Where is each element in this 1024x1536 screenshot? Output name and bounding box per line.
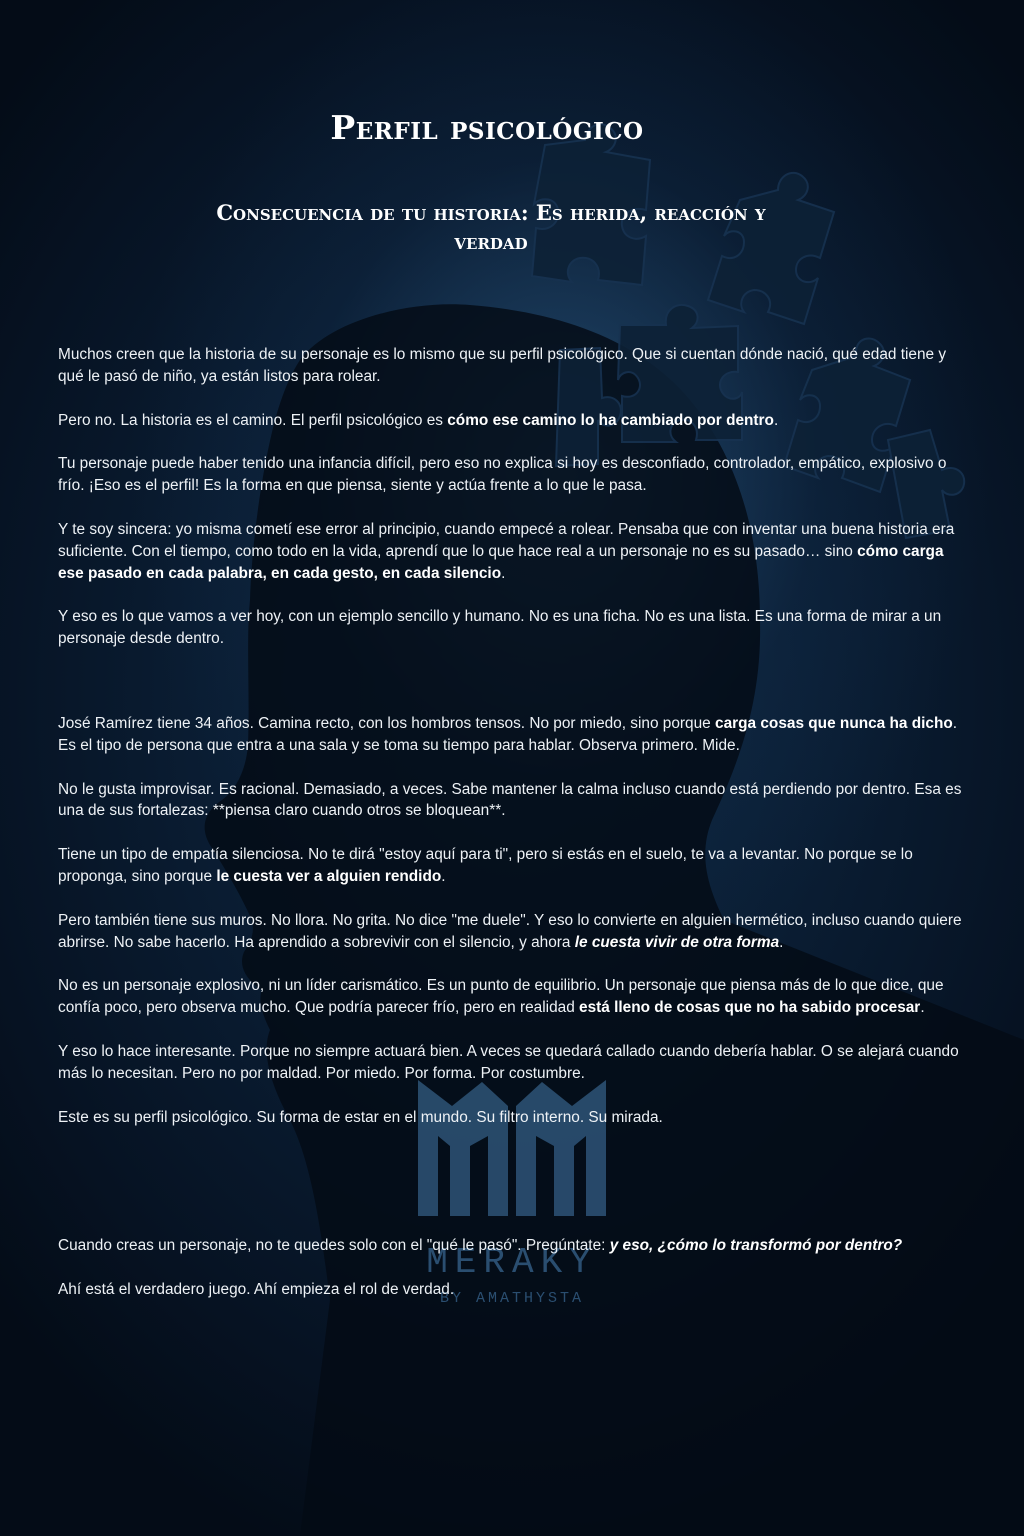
- paragraph: Tiene un tipo de empatía silenciosa. No te dirá "estoy aquí para ti", pero si estás en el suelo, te va a levantar. No porque se lo proponga, sino porque le cuesta ver a alguien rendido.: [58, 846, 913, 885]
- logo-wordmark: MERAKY: [426, 1242, 598, 1283]
- paragraph: Tu personaje puede haber tenido una infancia difícil, pero eso no explica si hoy es desconfiado, controlador, empático, explosivo o frío. ¡Eso es el perfil! Es la forma en que piensa, siente y actúa frente a lo que le pasa.: [58, 455, 947, 495]
- paragraph: Muchos creen que la historia de su personaje es lo mismo que su perfil psicológico. Que si cuentan dónde nació, qué edad tiene y qué le pasó de niño, ya están listos para rolear.: [58, 346, 947, 385]
- paragraph: Ahí está el verdadero juego. Ahí empieza el rol de verdad.: [58, 1280, 455, 1298]
- logo-byline: BY AMATHYSTA: [439, 1290, 585, 1307]
- paragraph: Y eso es lo que vamos a ver hoy, con un ejemplo sencillo y humano. No es una ficha. No es una lista. Es una forma de mirar a un personaje desde dentro.: [58, 608, 942, 648]
- paragraph: Pero también tiene sus muros. No llora. No grita. No dice "me duele". Y eso lo convierte en alguien hermético, incluso cuando quiere abrirse. No sabe hacerlo. Ha aprendido a sobrevivir con el silencio, y ahora le cuesta vivir de otra forma.: [58, 911, 962, 951]
- intro-section: [58, 344, 970, 672]
- paragraph: Y eso lo hace interesante. Porque no siempre actuará bien. A veces se quedará callado cuando debería hablar. O se alejará cuando más lo necesitan. Pero no por maldad. Por miedo. Por forma. Por costumbre.: [58, 1042, 959, 1082]
- paragraph: Y te soy sincera: yo misma cometí ese error al principio, cuando empecé a rolear. Pensaba que con inventar una buena historia era suficiente. Con el tiempo, como todo en la vida, aprendí que lo que hace real a un personaje no es su pasado… sino cómo carga ese pasado en cada palabra, en cada gesto, en cada silencio.: [58, 520, 955, 582]
- emphasis-bold-italic: y eso, ¿cómo lo transformó por dentro?: [609, 1237, 903, 1254]
- emphasis-bold: está lleno de cosas que no ha sabido procesar: [579, 999, 921, 1017]
- page-subtitle: Consecuencia de tu historia: Es herida, reacción y verdad: [216, 200, 766, 254]
- emphasis-bold-italic: le cuesta vivir de otra forma: [574, 933, 780, 951]
- paragraph: No le gusta improvisar. Es racional. Demasiado, a veces. Sabe mantener la calma incluso cuando está perdiendo por dentro. Esa es una de sus fortalezas: **piensa claro cuando otros se bloquean**.: [58, 780, 962, 820]
- paragraph: Este es su perfil psicológico. Su forma de estar en el mundo. Su filtro interno. Su mirada.: [58, 1108, 663, 1126]
- emphasis-bold: le cuesta ver a alguien rendido: [216, 867, 442, 885]
- emphasis-bold: cómo ese camino lo ha cambiado por dentro: [447, 411, 774, 429]
- paragraph: No es un personaje explosivo, ni un líder carismático. Es un punto de equilibrio. Un personaje que piensa más de lo que dice, que confía poco, pero observa mucho. Que podría parecer frío, pero en realidad está lleno de cosas que no ha sabido procesar.: [58, 977, 944, 1017]
- closing-section: [58, 1235, 970, 1323]
- emphasis-bold: carga cosas que nunca ha dicho: [715, 715, 953, 732]
- example-section: [58, 713, 970, 1150]
- page-title: Perfil psicológico: [330, 108, 644, 147]
- emphasis-bold: cómo carga ese pasado en cada palabra, en cada gesto, en cada silencio: [58, 542, 944, 582]
- paragraph: José Ramírez tiene 34 años. Camina recto, con los hombros tensos. No por miedo, sino porque carga cosas que nunca ha dicho. Es el tipo de persona que entra a una sala y se toma su tiempo para hablar. Observa primero. Mide.: [58, 715, 958, 754]
- paragraph: Cuando creas un personaje, no te quedes solo con el "qué le pasó". Pregúntate: y eso, ¿cómo lo transformó por dentro?: [58, 1237, 903, 1254]
- paragraph: Pero no. La historia es el camino. El perfil psicológico es cómo ese camino lo ha cambiado por dentro.: [58, 411, 779, 429]
